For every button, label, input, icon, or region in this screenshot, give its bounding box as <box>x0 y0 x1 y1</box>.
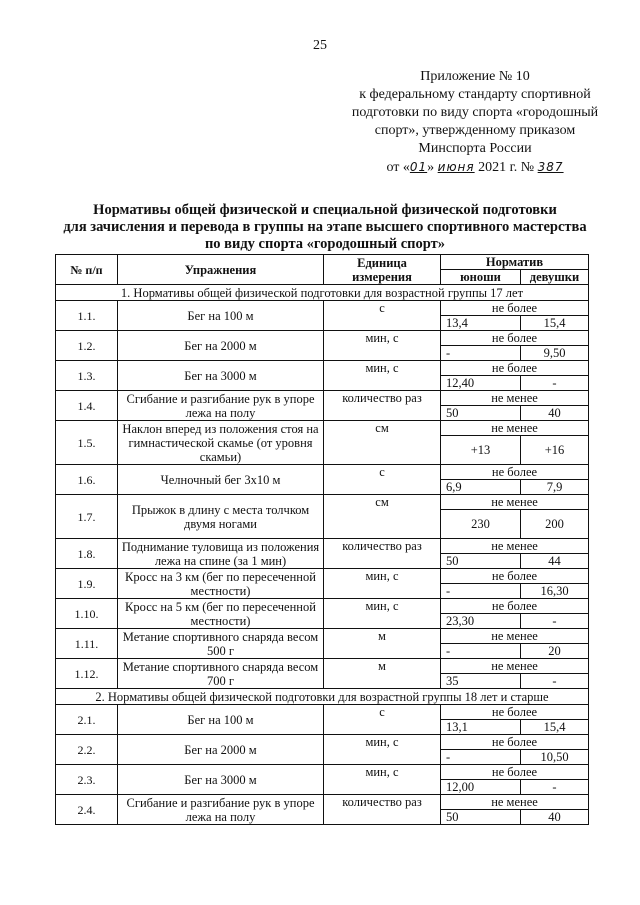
row-boys-value: 12,00 <box>441 780 521 795</box>
row-boys-value: 13,1 <box>441 720 521 735</box>
row-criterion: не более <box>441 465 589 480</box>
row-girls-value: 44 <box>521 554 589 569</box>
table-row <box>56 599 589 614</box>
row-exercise: Бег на 2000 м <box>118 735 324 765</box>
appendix-line-2: к федеральному стандарту спортивной <box>359 87 591 102</box>
header-norm: Норматив <box>441 255 589 270</box>
table-row <box>56 421 589 436</box>
appendix-block <box>330 68 620 177</box>
row-number: 2.4. <box>56 795 118 825</box>
row-boys-value: 35 <box>441 674 521 689</box>
row-girls-value: - <box>521 780 589 795</box>
row-unit: м <box>324 659 441 689</box>
date-day: 01 <box>409 160 428 174</box>
table-row <box>56 465 589 480</box>
row-boys-value: - <box>441 750 521 765</box>
table-row <box>56 629 589 644</box>
norms-table <box>55 254 589 825</box>
table-row <box>56 391 589 406</box>
order-number: 387 <box>537 160 564 174</box>
row-boys-value: 50 <box>441 810 521 825</box>
row-number: 2.1. <box>56 705 118 735</box>
table-row <box>56 569 589 584</box>
table-row <box>56 301 589 316</box>
row-number: 1.11. <box>56 629 118 659</box>
row-number: 1.4. <box>56 391 118 421</box>
row-unit: м <box>324 629 441 659</box>
row-criterion: не более <box>441 765 589 780</box>
section-title: 1. Нормативы общей физической подготовки для возрастной группы 17 лет <box>56 285 589 301</box>
row-number: 1.12. <box>56 659 118 689</box>
header-num: № п/п <box>56 255 118 285</box>
row-girls-value: - <box>521 614 589 629</box>
row-criterion: не менее <box>441 391 589 406</box>
row-number: 1.6. <box>56 465 118 495</box>
table-row <box>56 795 589 810</box>
row-number: 1.2. <box>56 331 118 361</box>
row-unit: мин, с <box>324 735 441 765</box>
row-criterion: не менее <box>441 421 589 436</box>
table-row <box>56 331 589 346</box>
table-body <box>56 285 589 825</box>
row-number: 1.7. <box>56 495 118 539</box>
row-unit: количество раз <box>324 391 441 421</box>
row-criterion: не более <box>441 361 589 376</box>
row-criterion: не более <box>441 331 589 346</box>
row-criterion: не более <box>441 569 589 584</box>
table-row <box>56 659 589 674</box>
table-row <box>56 539 589 554</box>
row-exercise: Наклон вперед из положения стоя на гимнастической скамье (от уровня скамьи) <box>118 421 324 465</box>
row-boys-value: 50 <box>441 406 521 421</box>
row-criterion: не более <box>441 301 589 316</box>
row-unit: с <box>324 705 441 735</box>
row-criterion: не более <box>441 705 589 720</box>
heading-line-3: по виду спорта «городошный спорт» <box>204 236 446 252</box>
table-row <box>56 361 589 376</box>
table-row <box>56 735 589 750</box>
row-girls-value: 10,50 <box>521 750 589 765</box>
row-boys-value: 230 <box>441 510 521 539</box>
header-girls: девушки <box>521 270 589 285</box>
row-exercise: Бег на 3000 м <box>118 361 324 391</box>
row-unit: см <box>324 421 441 465</box>
row-criterion: не менее <box>441 495 589 510</box>
row-exercise: Бег на 3000 м <box>118 765 324 795</box>
row-boys-value: - <box>441 346 521 361</box>
header-unit: Единица измерения <box>324 255 441 285</box>
row-criterion: не более <box>441 735 589 750</box>
row-number: 1.9. <box>56 569 118 599</box>
row-number: 1.10. <box>56 599 118 629</box>
row-girls-value: 20 <box>521 644 589 659</box>
row-girls-value: 15,4 <box>521 316 589 331</box>
heading-line-2: для зачисления и перевода в группы на этапе высшего спортивного мастерства <box>63 219 587 235</box>
row-girls-value: 200 <box>521 510 589 539</box>
row-number: 1.3. <box>56 361 118 391</box>
row-boys-value: 13,4 <box>441 316 521 331</box>
row-number: 2.2. <box>56 735 118 765</box>
row-exercise: Поднимание туловища из положения лежа на спине (за 1 мин) <box>118 539 324 569</box>
row-girls-value: 15,4 <box>521 720 589 735</box>
row-number: 1.1. <box>56 301 118 331</box>
row-number: 1.8. <box>56 539 118 569</box>
row-girls-value: +16 <box>521 436 589 465</box>
row-exercise: Челночный бег 3х10 м <box>118 465 324 495</box>
table-row <box>56 705 589 720</box>
row-exercise: Сгибание и разгибание рук в упоре лежа на полу <box>118 795 324 825</box>
row-exercise: Бег на 2000 м <box>118 331 324 361</box>
row-girls-value: 7,9 <box>521 480 589 495</box>
table-row <box>56 495 589 510</box>
row-criterion: не менее <box>441 539 589 554</box>
page-number: 25 <box>313 38 327 53</box>
row-unit: мин, с <box>324 599 441 629</box>
row-exercise: Кросс на 3 км (бег по пересеченной местности) <box>118 569 324 599</box>
appendix-line-4: спорт», утвержденному приказом <box>374 123 576 138</box>
row-girls-value: 16,30 <box>521 584 589 599</box>
row-unit: см <box>324 495 441 539</box>
section-title-row <box>56 689 589 705</box>
document-heading <box>40 202 610 253</box>
row-boys-value: - <box>441 644 521 659</box>
appendix-date-line <box>330 158 620 177</box>
row-boys-value: 23,30 <box>441 614 521 629</box>
row-unit: мин, с <box>324 569 441 599</box>
row-girls-value: 9,50 <box>521 346 589 361</box>
row-girls-value: - <box>521 674 589 689</box>
header-boys: юноши <box>441 270 521 285</box>
appendix-line-3: подготовки по виду спорта «городошный <box>351 105 599 120</box>
date-mid: » <box>427 160 435 175</box>
row-exercise: Сгибание и разгибание рук в упоре лежа на полу <box>118 391 324 421</box>
section-title-row <box>56 285 589 301</box>
header-exercise: Упражнения <box>118 255 324 285</box>
row-exercise: Кросс на 5 км (бег по пересеченной местности) <box>118 599 324 629</box>
date-month: июня <box>437 160 475 174</box>
row-exercise: Бег на 100 м <box>118 301 324 331</box>
row-criterion: не менее <box>441 629 589 644</box>
row-girls-value: 40 <box>521 406 589 421</box>
row-number: 1.5. <box>56 421 118 465</box>
row-unit: мин, с <box>324 361 441 391</box>
heading-line-1: Нормативы общей физической и специальной физической подготовки <box>93 202 557 218</box>
row-exercise: Бег на 100 м <box>118 705 324 735</box>
date-suffix: 2021 г. № <box>478 160 535 175</box>
row-boys-value: 6,9 <box>441 480 521 495</box>
section-title: 2. Нормативы общей физической подготовки для возрастной группы 18 лет и старше <box>56 689 589 705</box>
row-criterion: не менее <box>441 659 589 674</box>
row-unit: с <box>324 465 441 495</box>
row-exercise: Метание спортивного снаряда весом 700 г <box>118 659 324 689</box>
row-criterion: не более <box>441 599 589 614</box>
appendix-line-5: Минспорта России <box>418 141 532 156</box>
row-unit: количество раз <box>324 539 441 569</box>
table-row <box>56 765 589 780</box>
row-boys-value: 50 <box>441 554 521 569</box>
row-number: 2.3. <box>56 765 118 795</box>
row-unit: с <box>324 301 441 331</box>
row-boys-value: - <box>441 584 521 599</box>
row-boys-value: 12,40 <box>441 376 521 391</box>
row-exercise: Метание спортивного снаряда весом 500 г <box>118 629 324 659</box>
date-prefix: от « <box>386 160 410 175</box>
row-girls-value: 40 <box>521 810 589 825</box>
row-girls-value: - <box>521 376 589 391</box>
row-unit: мин, с <box>324 765 441 795</box>
row-unit: мин, с <box>324 331 441 361</box>
row-boys-value: +13 <box>441 436 521 465</box>
row-unit: количество раз <box>324 795 441 825</box>
row-criterion: не менее <box>441 795 589 810</box>
appendix-line-1: Приложение № 10 <box>420 69 530 84</box>
row-exercise: Прыжок в длину с места толчком двумя ногами <box>118 495 324 539</box>
